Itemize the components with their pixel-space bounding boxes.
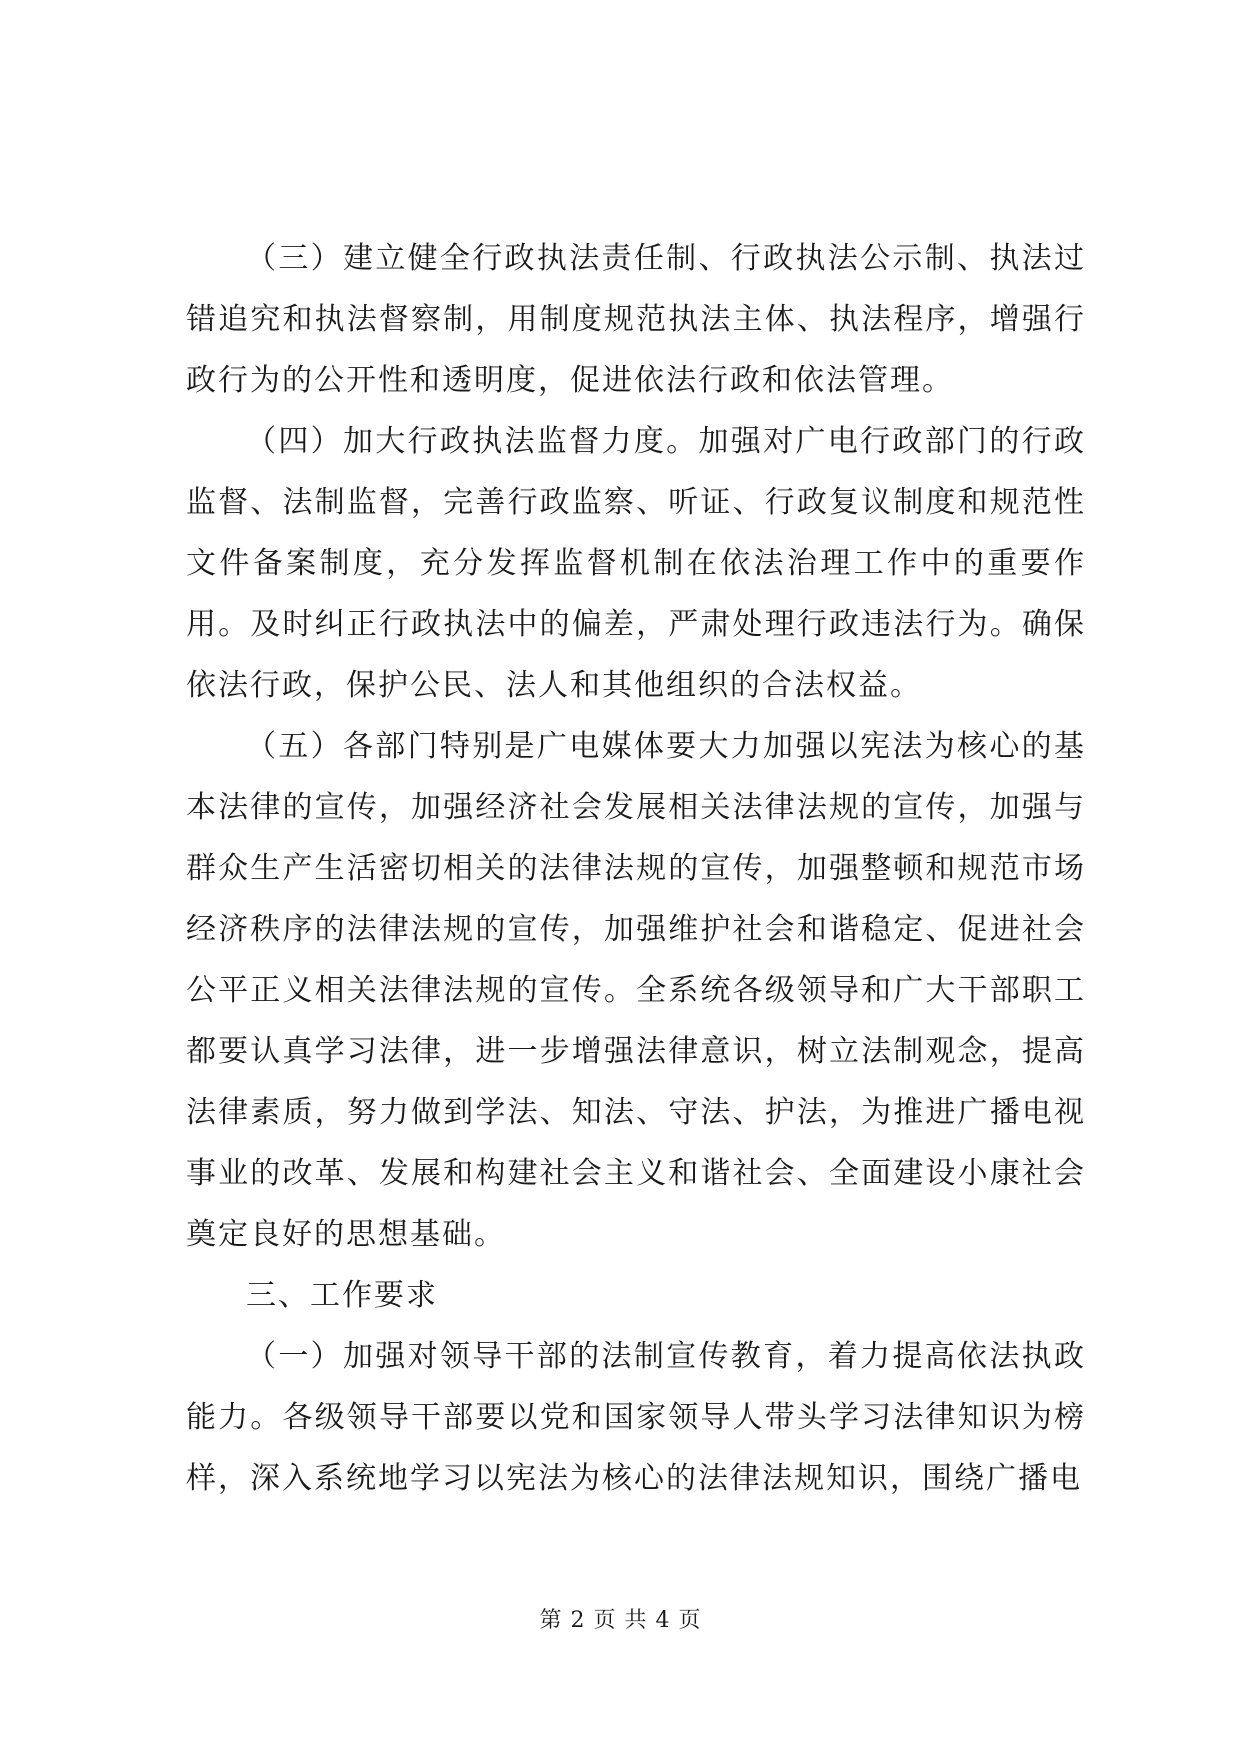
paragraph-requirement-1: （一）加强对领导干部的法制宣传教育，着力提高依法执政能力。各级领导干部要以党和国家领导人带头学习法律知识为榜样，深入系统地学习以宪法为核心的法律法规知识，围绕广播电 [186, 1339, 1086, 1496]
page-number-footer: 第 2 页 共 4 页 [539, 1608, 702, 1633]
paragraph-4: （四）加大行政执法监督力度。加强对广电行政部门的行政监督、法制监督，完善行政监察、听证、行政复议制度和规范性文件备案制度，充分发挥监督机制在依法治理工作中的重要作用。及时纠正行政执法中的偏差，严肃处理行政违法行为。确保依法行政，保护公民、法人和其他组织的合法权益。 [186, 424, 1086, 703]
section-heading: 三、工作要求 [246, 1278, 438, 1313]
document-body [186, 228, 1086, 1509]
paragraph-3: （三）建立健全行政执法责任制、行政执法公示制、执法过错追究和执法督察制，用制度规范执法主体、执法程序，增强行政行为的公开性和透明度，促进依法行政和依法管理。 [186, 241, 1086, 398]
paragraph-5: （五）各部门特别是广电媒体要大力加强以宪法为核心的基本法律的宣传，加强经济社会发展相关法律法规的宣传，加强与群众生产生活密切相关的法律法规的宣传，加强整顿和规范市场经济秩序的法律法规的宣传，加强维护社会和谐稳定、促进社会公平正义相关法律法规的宣传。全系统各级领导和广大干部职工都要认真学习法律，进一步增强法律意识，树立法制观念，提高法律素质，努力做到学法、知法、守法、护法，为推进广播电视事业的改革、发展和构建社会主义和谐社会、全面建设小康社会奠定良好的思想基础。 [186, 729, 1086, 1252]
